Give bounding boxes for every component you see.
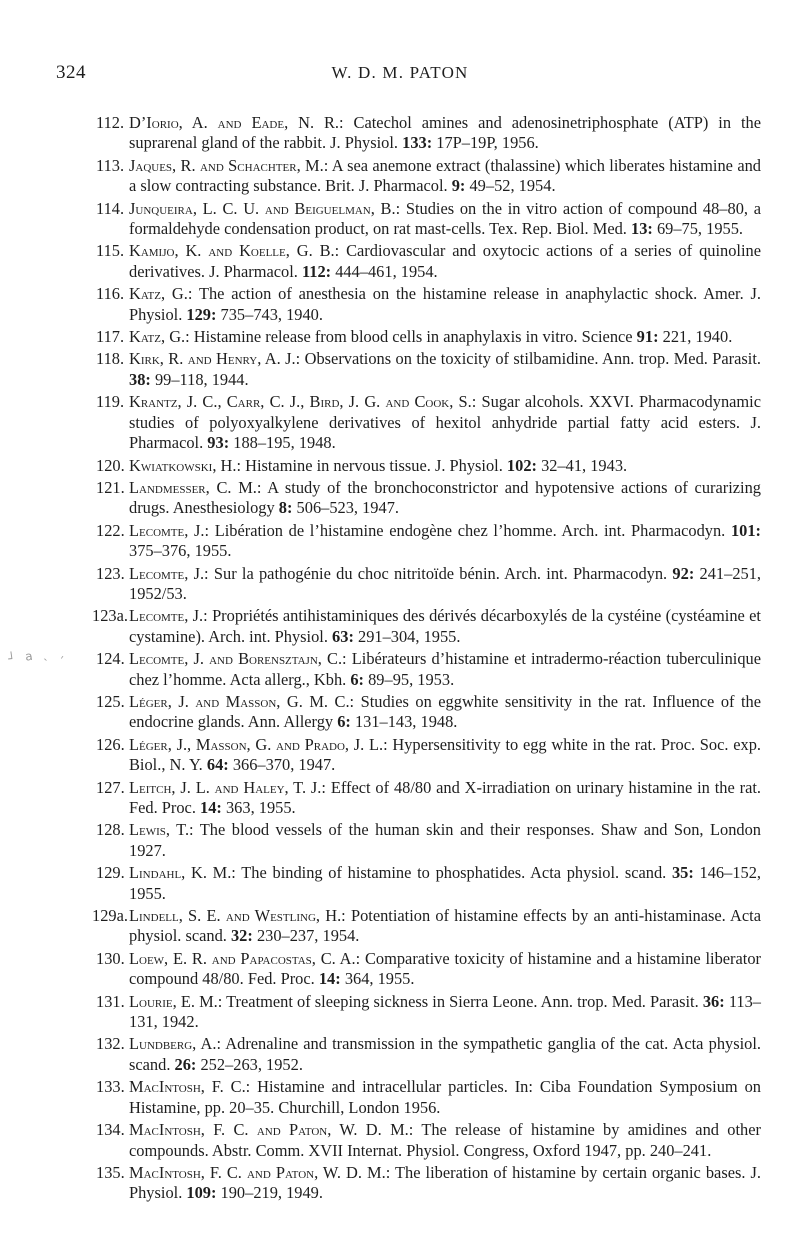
reference-pages-year: 131–143, 1948. <box>350 712 458 732</box>
reference-pages-year: 99–118, 1944. <box>150 369 249 389</box>
reference-title-source: A study of the bronchoconstrictor and hypotensive actions of curarizing drugs. Anesthesiology <box>129 477 761 518</box>
reference-pages-year: 32–41, 1943. <box>536 455 628 475</box>
reference-authors: Léger, J., Masson, G. and Prado, J. L.: <box>129 734 388 754</box>
reference-volume: 102: <box>506 455 537 475</box>
reference-volume: 36: <box>702 991 725 1011</box>
reference-item <box>92 906 761 947</box>
reference-item <box>96 820 761 861</box>
reference-item <box>96 1077 761 1118</box>
reference-authors: Leitch, J. L. and Haley, T. J.: <box>129 777 326 797</box>
reference-volume: 63: <box>332 626 354 646</box>
reference-item <box>96 156 761 197</box>
reference-title-source: Histamine in nervous tissue. J. Physiol. <box>241 455 507 475</box>
reference-pages-year: 221, 1940. <box>658 327 733 347</box>
reference-authors: Lindell, S. E. and Westling, H.: <box>129 906 346 926</box>
reference-authors: Lundberg, A.: <box>129 1034 222 1054</box>
reference-pages-year: 366–370, 1947. <box>228 755 336 775</box>
reference-pages-year: 375–376, 1955. <box>129 541 232 561</box>
reference-authors: Lecomte, J.: <box>129 563 209 583</box>
reference-title-source: Treatment of sleeping sickness in Sierra Leone. Ann. trop. Med. Parasit. <box>222 991 703 1011</box>
reference-volume: 133: <box>402 133 433 153</box>
reference-authors: Lecomte, J. and Borensztajn, C.: <box>129 649 347 669</box>
reference-authors: Kirk, R. and Henry, A. J.: <box>129 349 301 369</box>
reference-number: 112. <box>96 113 125 132</box>
reference-pages-year: 188–195, 1948. <box>229 433 336 453</box>
reference-item <box>96 1163 761 1204</box>
reference-volume: 109: <box>186 1183 217 1203</box>
reference-number: 122. <box>96 520 125 540</box>
reference-item <box>96 949 761 990</box>
reference-title-source: Libérateurs d’histamine et intradermo-réaction tuberculinique chez l’homme. Acta allerg., Kbh. <box>129 649 762 689</box>
reference-authors: Jaques, R. and Schachter, M.: <box>129 155 329 175</box>
reference-authors: Kwiatkowski, H.: <box>129 455 242 475</box>
reference-number: 131. <box>96 991 125 1011</box>
reference-number: 118. <box>96 349 125 369</box>
margin-pencil-mark: ┘ a ˎ ˏ <box>7 643 68 667</box>
reference-item <box>96 735 761 776</box>
reference-pages-year: 190–219, 1949. <box>216 1183 323 1203</box>
reference-item <box>96 241 761 282</box>
reference-authors: Landmesser, C. M.: <box>129 477 262 497</box>
reference-item <box>96 564 761 605</box>
reference-number: 129. <box>96 863 125 883</box>
reference-number: 134. <box>96 1120 125 1140</box>
reference-title-source: The blood vessels of the human skin and their responses. Shaw and Son, London 1927. <box>129 820 761 860</box>
reference-title-source: The action of anesthesia on the histamine release in anaphylactic shock. Amer. J. Physiol. <box>129 284 762 324</box>
reference-title-source: Histamine and intracellular particles. In: Ciba Foundation Symposium on Histamine, pp. 20–35. Churchill, London 1956. <box>129 1077 761 1117</box>
reference-number: 114. <box>96 198 125 218</box>
reference-number: 133. <box>96 1077 125 1097</box>
reference-title-source: Propriétés antihistaminiques des dérivés décarboxylés de la cystéine (cystéamine et cystamine). Arch. int. Physiol. <box>129 606 761 646</box>
reference-title-source: Studies on the in vitro action of compound 48–80, a formaldehyde condensation product, on rat mast-cells. Tex. Rep. Biol. Med. <box>129 198 761 239</box>
reference-volume: 6: <box>350 669 365 689</box>
reference-number: 130. <box>96 948 125 968</box>
reference-title-source: Studies on eggwhite sensitivity in the rat. Influence of the endocrine glands. Ann. Allergy <box>129 691 762 732</box>
reference-pages-year: 69–75, 1955. <box>652 219 744 239</box>
reference-authors: Lourie, E. M.: <box>129 991 223 1011</box>
reference-title-source: Cardiovascular and oxytocic actions of a series of quinoline derivatives. J. Pharmacol. <box>129 241 761 281</box>
reference-authors: MacIntosh, F. C.: <box>129 1077 251 1097</box>
reference-volume: 64: <box>206 755 229 775</box>
reference-list <box>92 113 762 1206</box>
reference-pages-year: 363, 1955. <box>221 798 296 817</box>
reference-item <box>96 456 761 476</box>
reference-number: 132. <box>96 1034 125 1054</box>
reference-number: 126. <box>96 734 125 754</box>
reference-volume: 101: <box>730 520 761 540</box>
reference-authors: Loew, E. R. and Papacostas, C. A.: <box>129 948 361 968</box>
reference-pages-year: 230–237, 1954. <box>252 926 360 946</box>
reference-pages-year: 146–152, 1955. <box>129 863 762 903</box>
reference-authors: Léger, J. and Masson, G. M. C.: <box>129 691 355 711</box>
reference-title-source: Comparative toxicity of histamine and a histamine liberator compound 48/80. Fed. Proc. <box>129 948 761 989</box>
reference-number: 116. <box>96 284 125 304</box>
running-head: W. D. M. PATON <box>331 63 469 82</box>
reference-number: 125. <box>96 691 125 711</box>
reference-volume: 14: <box>318 969 341 989</box>
reference-item <box>96 863 761 904</box>
reference-title-source: Histamine release from blood cells in anaphylaxis in vitro. Science <box>189 327 637 347</box>
reference-item <box>96 692 761 733</box>
reference-title-source: Sugar alcohols. XXVI. Pharmacodynamic studies of polyoxyalkylene derivatives of hexitol anhydride partial fatty acid esters. J. Pharmacol. <box>129 392 761 453</box>
reference-item <box>96 349 761 390</box>
reference-pages-year: 735–743, 1940. <box>216 304 323 324</box>
reference-item <box>96 778 761 819</box>
reference-pages-year: 506–523, 1947. <box>292 498 399 518</box>
reference-volume: 13: <box>631 219 653 239</box>
reference-pages-year: 364, 1955. <box>340 969 415 989</box>
reference-number: 121. <box>96 477 125 497</box>
reference-item <box>96 199 761 240</box>
reference-item <box>96 113 761 154</box>
reference-authors: Krantz, J. C., Carr, C. J., Bird, J. G. and Cook, S.: <box>129 392 477 412</box>
reference-number: 127. <box>96 777 125 797</box>
reference-volume: 91: <box>636 327 659 347</box>
reference-number: 117. <box>96 327 125 347</box>
reference-pages-year: 49–52, 1954. <box>465 176 556 196</box>
reference-title-source: Hypersensitivity to egg white in the rat. Proc. Soc. exp. Biol., N. Y. <box>129 734 761 775</box>
reference-authors: Lewis, T.: <box>129 820 194 840</box>
reference-pages-year: 113–131, 1942. <box>129 991 761 1032</box>
reference-title-source: The binding of histamine to phosphatides. Acta physiol. scand. <box>235 863 672 883</box>
page-number: 324 <box>56 62 86 83</box>
reference-item <box>92 606 761 647</box>
reference-number: 115. <box>96 241 125 261</box>
reference-authors: Lecomte, J.: <box>129 606 208 626</box>
reference-title-source: Sur la pathogénie du choc nitritoïde bénin. Arch. int. Pharmacodyn. <box>208 563 673 583</box>
reference-volume: 26: <box>174 1054 197 1074</box>
reference-authors: Katz, G.: <box>129 327 190 347</box>
reference-pages-year: 89–95, 1953. <box>364 669 455 689</box>
reference-item <box>96 1120 761 1161</box>
reference-item <box>96 521 761 562</box>
reference-pages-year: 241–251, 1952/53. <box>129 563 761 603</box>
reference-title-source: Catechol amines and adenosinetriphosphate (ATP) in the suprarenal gland of the rabbit. J. Physiol. <box>129 113 761 153</box>
reference-pages-year: 17P–19P, 1956. <box>432 133 539 153</box>
reference-title-source: A sea anemone extract (thalassine) which liberates histamine and a slow contracting substance. Brit. J. Pharmacol. <box>129 155 761 196</box>
reference-number: 123. <box>96 563 125 583</box>
reference-number: 113. <box>96 155 125 175</box>
reference-volume: 112: <box>301 261 332 281</box>
reference-number: 120. <box>96 455 125 475</box>
reference-number: 129a. <box>92 906 128 926</box>
reference-volume: 93: <box>207 433 230 453</box>
reference-item <box>96 649 761 690</box>
reference-pages-year: 444–461, 1954. <box>331 261 438 281</box>
reference-volume: 9: <box>451 176 466 196</box>
reference-volume: 35: <box>671 863 694 883</box>
reference-number: 124. <box>96 649 125 669</box>
reference-title-source: The release of histamine by amidines and other compounds. Abstr. Comm. XVII Internat. Physiol. Congress, Oxford 1947, pp. 240–241. <box>129 1120 761 1160</box>
reference-title-source: Observations on the toxicity of stilbamidine. Ann. trop. Med. Parasit. <box>300 349 761 369</box>
reference-pages-year: 291–304, 1955. <box>353 626 461 646</box>
reference-volume: 14: <box>200 798 222 817</box>
reference-authors: Junqueira, L. C. U. and Beiguelman, B.: <box>129 198 401 218</box>
reference-number: 119. <box>96 392 125 412</box>
reference-item <box>96 478 761 519</box>
reference-item <box>96 992 761 1033</box>
reference-authors: MacIntosh, F. C. and Paton, W. D. M.: <box>129 1162 391 1182</box>
reference-authors: Katz, G.: <box>129 284 193 304</box>
reference-number: 128. <box>96 820 125 840</box>
reference-title-source: Potentiation of histamine effects by an anti-histaminase. Acta physiol. scand. <box>129 906 761 946</box>
reference-volume: 92: <box>672 563 695 583</box>
reference-item <box>96 327 761 347</box>
reference-title-source: Effect of 48/80 and X-irradiation on urinary histamine in the rat. Fed. Proc. <box>129 777 761 817</box>
reference-authors: Lecomte, J.: <box>129 520 210 540</box>
reference-volume: 6: <box>337 712 351 732</box>
reference-title-source: Libération de l’histamine endogène chez l’homme. Arch. int. Pharmacodyn. <box>209 520 731 540</box>
reference-volume: 32: <box>230 926 253 946</box>
reference-number: 135. <box>96 1162 125 1182</box>
reference-authors: Lindahl, K. M.: <box>129 863 236 883</box>
reference-authors: MacIntosh, F. C. and Paton, W. D. M.: <box>129 1120 414 1140</box>
reference-item <box>96 392 761 453</box>
reference-title-source: The liberation of histamine by certain organic bases. J. Physiol. <box>129 1162 761 1203</box>
reference-volume: 38: <box>129 369 151 389</box>
reference-authors: Kamijo, K. and Koelle, G. B.: <box>129 241 340 261</box>
reference-volume: 8: <box>278 498 293 518</box>
reference-title-source: Adrenaline and transmission in the sympathetic ganglia of the cat. Acta physiol. scand. <box>129 1034 761 1074</box>
reference-authors: D’Iorio, A. and Eade, N. R.: <box>129 113 344 132</box>
reference-volume: 129: <box>186 304 217 324</box>
reference-number: 123a. <box>92 606 128 626</box>
reference-item <box>96 284 761 325</box>
reference-pages-year: 252–263, 1952. <box>196 1054 303 1074</box>
reference-item <box>96 1034 761 1075</box>
